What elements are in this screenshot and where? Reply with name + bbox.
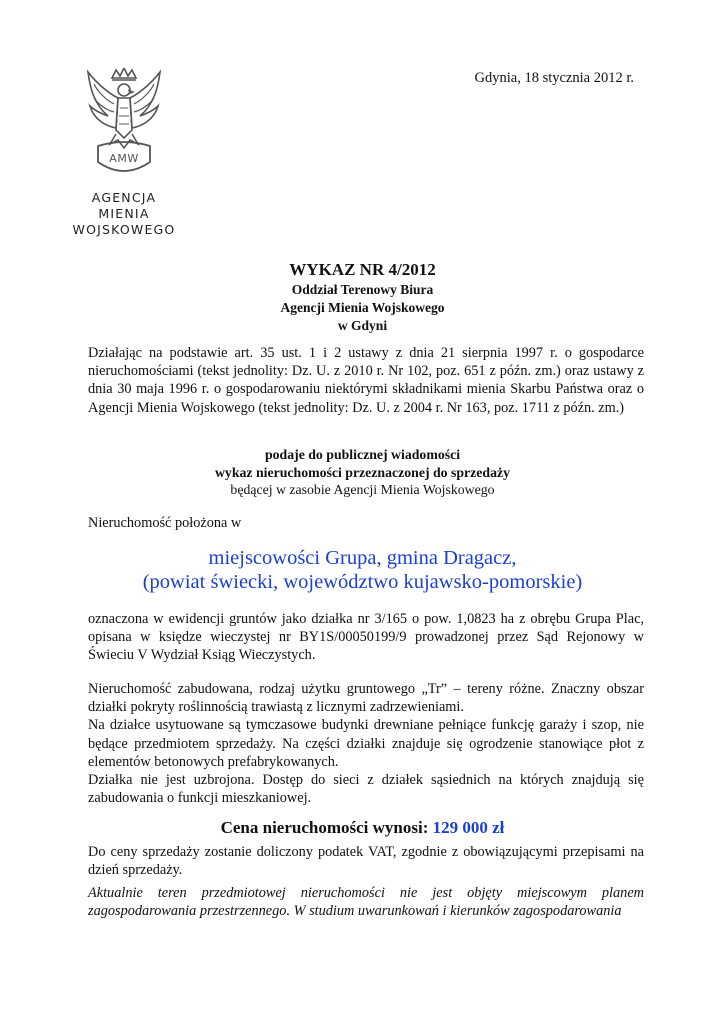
eagle-emblem-icon (84, 68, 164, 180)
description-paragraph-3: Działka nie jest uzbrojona. Dostęp do sieci z działek sąsiednich na których znajdują się zabudowania o funkcji mieszkaniowej. (88, 772, 644, 807)
announcement-line-2: wykaz nieruchomości przeznaczonej do sprzedaży (214, 464, 511, 480)
document-date: Gdynia, 18 stycznia 2012 r. (474, 70, 634, 86)
location-line-1: miejscowości Grupa, gmina Dragacz, (208, 547, 517, 569)
announcement-line-3: będącej w zasobie Agencji Mienia Wojskowego (230, 482, 495, 497)
plan-note: Aktualnie teren przedmiotowej nieruchomości nie jest objęty miejscowym planem zagospodarowania przestrzennego. W studium uwarunkowań i kierunków zagospodarowania (88, 885, 644, 920)
announcement-block (0, 446, 725, 499)
description-paragraph-1: Nieruchomość zabudowana, rodzaj użytku gruntowego „Tr” – tereny różne. Znaczny obszar działki pokryty roślinnością trawiastą z licznymi zadrzewieniami. (88, 681, 644, 716)
price-line (0, 818, 725, 838)
logo-text-line2: MIENIA WOJSKOWEGO (72, 206, 176, 237)
price-label: Cena nieruchomości wynosi: (220, 818, 429, 837)
logo-badge-text: AMW (109, 152, 139, 165)
description-block (88, 680, 644, 807)
location-line-2: (powiat świecki, województwo kujawsko-pomorskie) (142, 571, 583, 593)
agency-logo-text (56, 190, 192, 238)
location-intro: Nieruchomość położona w (88, 515, 242, 531)
announcement-line-1: podaje do publicznej wiadomości (264, 447, 461, 462)
title-line-1: Oddział Terenowy Biura (291, 282, 434, 297)
title-line-2: Agencji Mienia Wojskowego (280, 300, 445, 315)
vat-note: Do ceny sprzedaży zostanie doliczony podatek VAT, zgodnie z obowiązującymi przepisami na dzień sprzedaży. (88, 844, 644, 879)
designation-paragraph: oznaczona w ewidencji gruntów jako działka nr 3/165 o pow. 1,0823 ha z obrębu Grupa Plac, opisana w księdze wieczystej nr BY1S/00050199/9 prowadzonej przez Sąd Rejonowy w Świeciu V Wydział Ksiąg Wieczystych. (88, 611, 644, 664)
price-value: 129 000 zł (432, 818, 505, 837)
title-line-3: w Gdyni (337, 318, 388, 333)
intro-paragraph: Działając na podstawie art. 35 ust. 1 i 2 ustawy z dnia 21 sierpnia 1997 r. o gospodarce nieruchomościami (tekst jednolity: Dz. U. z 2010 r. Nr 102, poz. 651 z późn. zm.) oraz ustawy z dnia 30 maja 1996 r. o gospodarowaniu niektórymi składnikami mienia Skarbu Państwa oraz o Agencji Mienia Wojskowego (tekst jednolity: Dz. U. z 2004 r. Nr 163, poz. 1711 z późn. zm.) (88, 345, 644, 416)
description-paragraph-2: Na działce usytuowane są tymczasowe budynki drewniane pełniące funkcję garaży i szop, nie będące przedmiotem sprzedaży. Na części działki znajduje się ogrodzenie stanowiące płot z elementów betonowych prefabrykowanych. (88, 717, 644, 770)
document-title: WYKAZ NR 4/2012 (289, 260, 436, 279)
logo-text-line1: AGENCJA (91, 190, 157, 205)
